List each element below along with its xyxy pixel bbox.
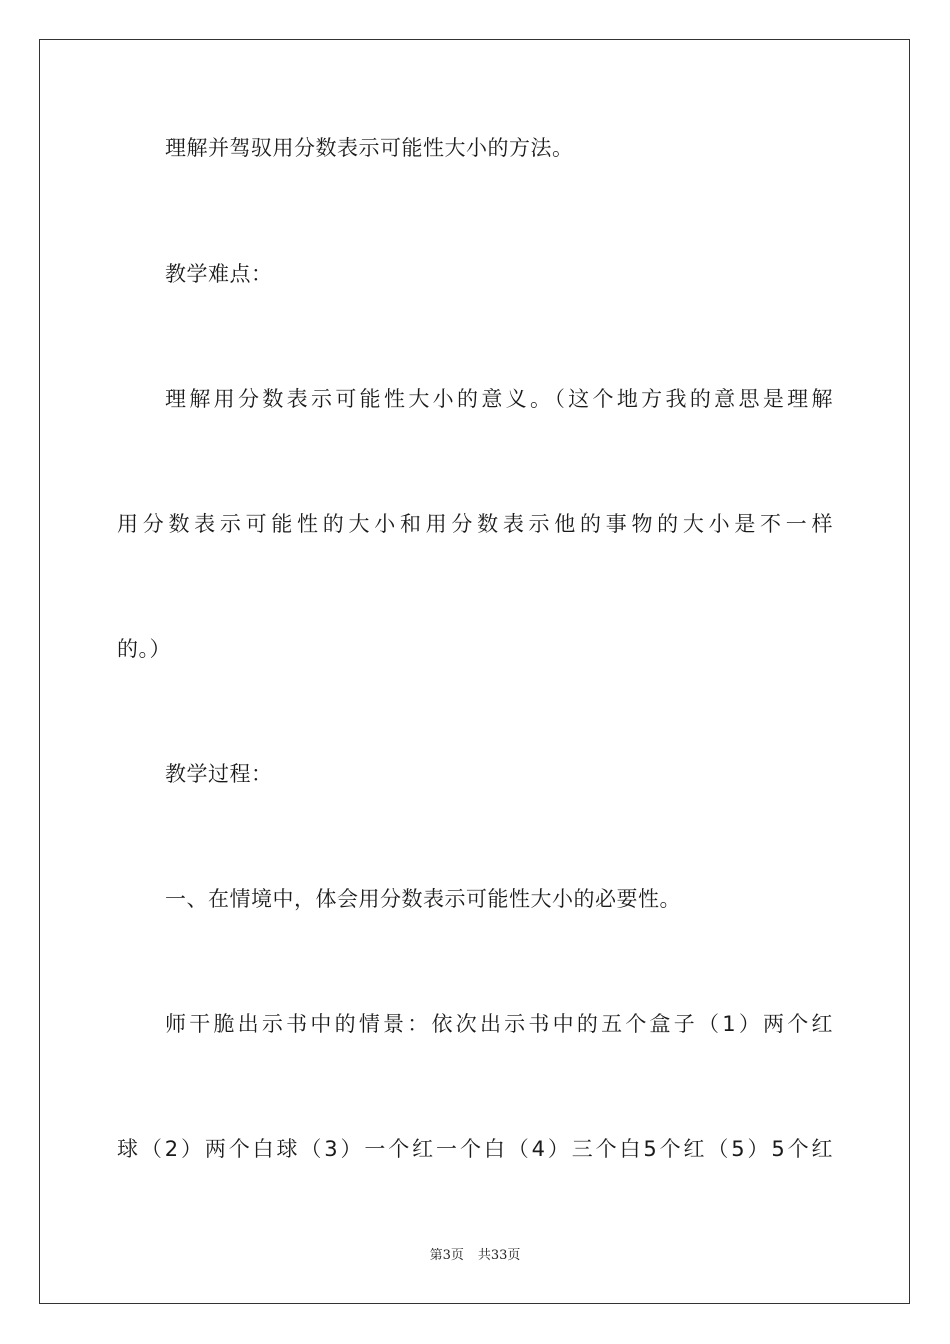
paragraph-line: 师干脆出示书中的情景：依次出示书中的五个盒子（1）两个红 [165,1012,833,1036]
page-border [39,39,910,1304]
page-total: 共33页 [477,1248,521,1263]
page-footer [0,1247,950,1265]
section-heading: 教学过程： [165,762,273,786]
paragraph-line: 一、在情境中，体会用分数表示可能性大小的必要性。 [165,887,681,911]
page-number: 第3页 [429,1248,464,1263]
paragraph-line: 球（2）两个白球（3）一个红一个白（4）三个白5个红（5）5个红 [117,1137,833,1161]
paragraph-line: 理解用分数表示可能性大小的意义。（这个地方我的意思是理解 [165,387,833,411]
paragraph-line: 用分数表示可能性的大小和用分数表示他的事物的大小是不一样 [117,512,833,536]
paragraph-line: 的。） [117,637,171,661]
section-heading: 教学难点： [165,262,273,286]
paragraph-line: 理解并驾驭用分数表示可能性大小的方法。 [165,136,574,160]
